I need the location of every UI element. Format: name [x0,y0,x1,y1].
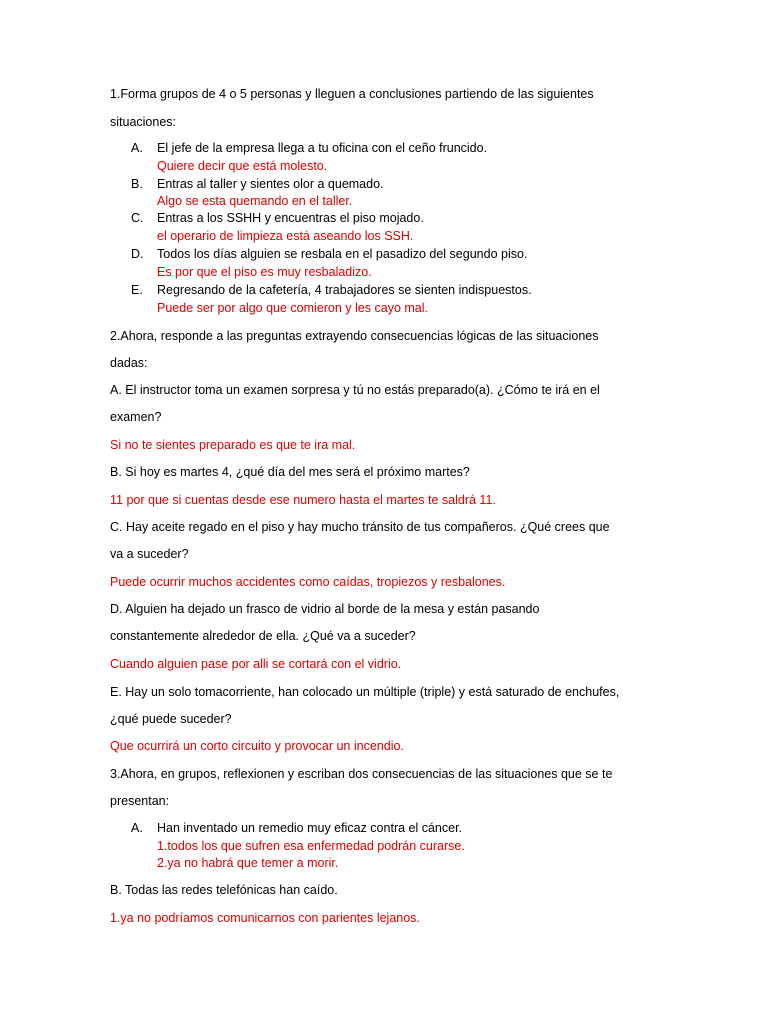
question-text: B. Si hoy es martes 4, ¿qué día del mes será el próximo martes? [110,465,470,479]
question-text: B. Todas las redes telefónicas han caído. [110,883,338,897]
section3-title-line1: 3.Ahora, en grupos, reflexionen y escriban dos consecuencias de las situaciones que se te [110,767,613,781]
situation-text: Todos los días alguien se resbala en el pasadizo del segundo piso. [157,247,528,261]
item-marker: A. [131,141,143,155]
section2-title-line1: 2.Ahora, responde a las preguntas extrayendo consecuencias lógicas de las situaciones [110,329,599,343]
situation-text: Regresando de la cafetería, 4 trabajadores se sienten indispuestos. [157,283,532,297]
answer-text: Si no te sientes preparado es que te ira mal. [110,438,356,452]
answer-text: 2.ya no habrá que temer a morir. [157,856,339,870]
answer-text: 11 por que si cuentas desde ese numero hasta el martes te saldrá 11. [110,493,496,507]
item-marker: E. [131,283,143,297]
answer-text: 1.ya no podríamos comunicarnos con parientes lejanos. [110,911,420,925]
situation-text: Entras a los SSHH y encuentras el piso mojado. [157,211,424,225]
answer-text: el operario de limpieza está aseando los SSH. [157,229,414,243]
question-text: E. Hay un solo tomacorriente, han colocado un múltiple (triple) y está saturado de enchufes, [110,685,620,699]
answer-text: 1.todos los que sufren esa enfermedad podrán curarse. [157,839,465,853]
question-text: ¿qué puede suceder? [110,712,232,726]
item-marker: A. [131,821,143,835]
section1-title-line1: 1.Forma grupos de 4 o 5 personas y lleguen a conclusiones partiendo de las siguientes [110,87,594,101]
situation-text: El jefe de la empresa llega a tu oficina con el ceño fruncido. [157,141,488,155]
question-text: D. Alguien ha dejado un frasco de vidrio al borde de la mesa y están pasando [110,602,540,616]
answer-text: Que ocurrirá un corto circuito y provocar un incendio. [110,739,404,753]
question-text: A. El instructor toma un examen sorpresa y tú no estás preparado(a). ¿Cómo te irá en el [110,383,600,397]
situation-text: Han inventado un remedio muy eficaz contra el cáncer. [157,821,463,835]
item-marker: D. [131,247,144,261]
item-marker: B. [131,177,143,191]
answer-text: Cuando alguien pase por alli se cortará con el vidrio. [110,657,402,671]
question-text: C. Hay aceite regado en el piso y hay mucho tránsito de tus compañeros. ¿Qué crees que [110,520,610,534]
question-text: va a suceder? [110,547,189,561]
answer-text: Puede ser por algo que comieron y les cayo mal. [157,301,428,315]
answer-text: Quiere decir que está molesto. [157,159,328,173]
item-marker: C. [131,211,144,225]
section2-title-line2: dadas: [110,356,148,370]
answer-text: Puede ocurrir muchos accidentes como caídas, tropiezos y resbalones. [110,575,506,589]
situation-text: Entras al taller y sientes olor a quemado. [157,177,384,191]
answer-text: Es por que el piso es muy resbaladizo. [157,265,372,279]
answer-text: Algo se esta quemando en el taller. [157,194,353,208]
section3-title-line2: presentan: [110,794,170,808]
section1-title-line2: situaciones: [110,115,177,129]
question-text: constantemente alrededor de ella. ¿Qué va a suceder? [110,629,416,643]
question-text: examen? [110,410,162,424]
